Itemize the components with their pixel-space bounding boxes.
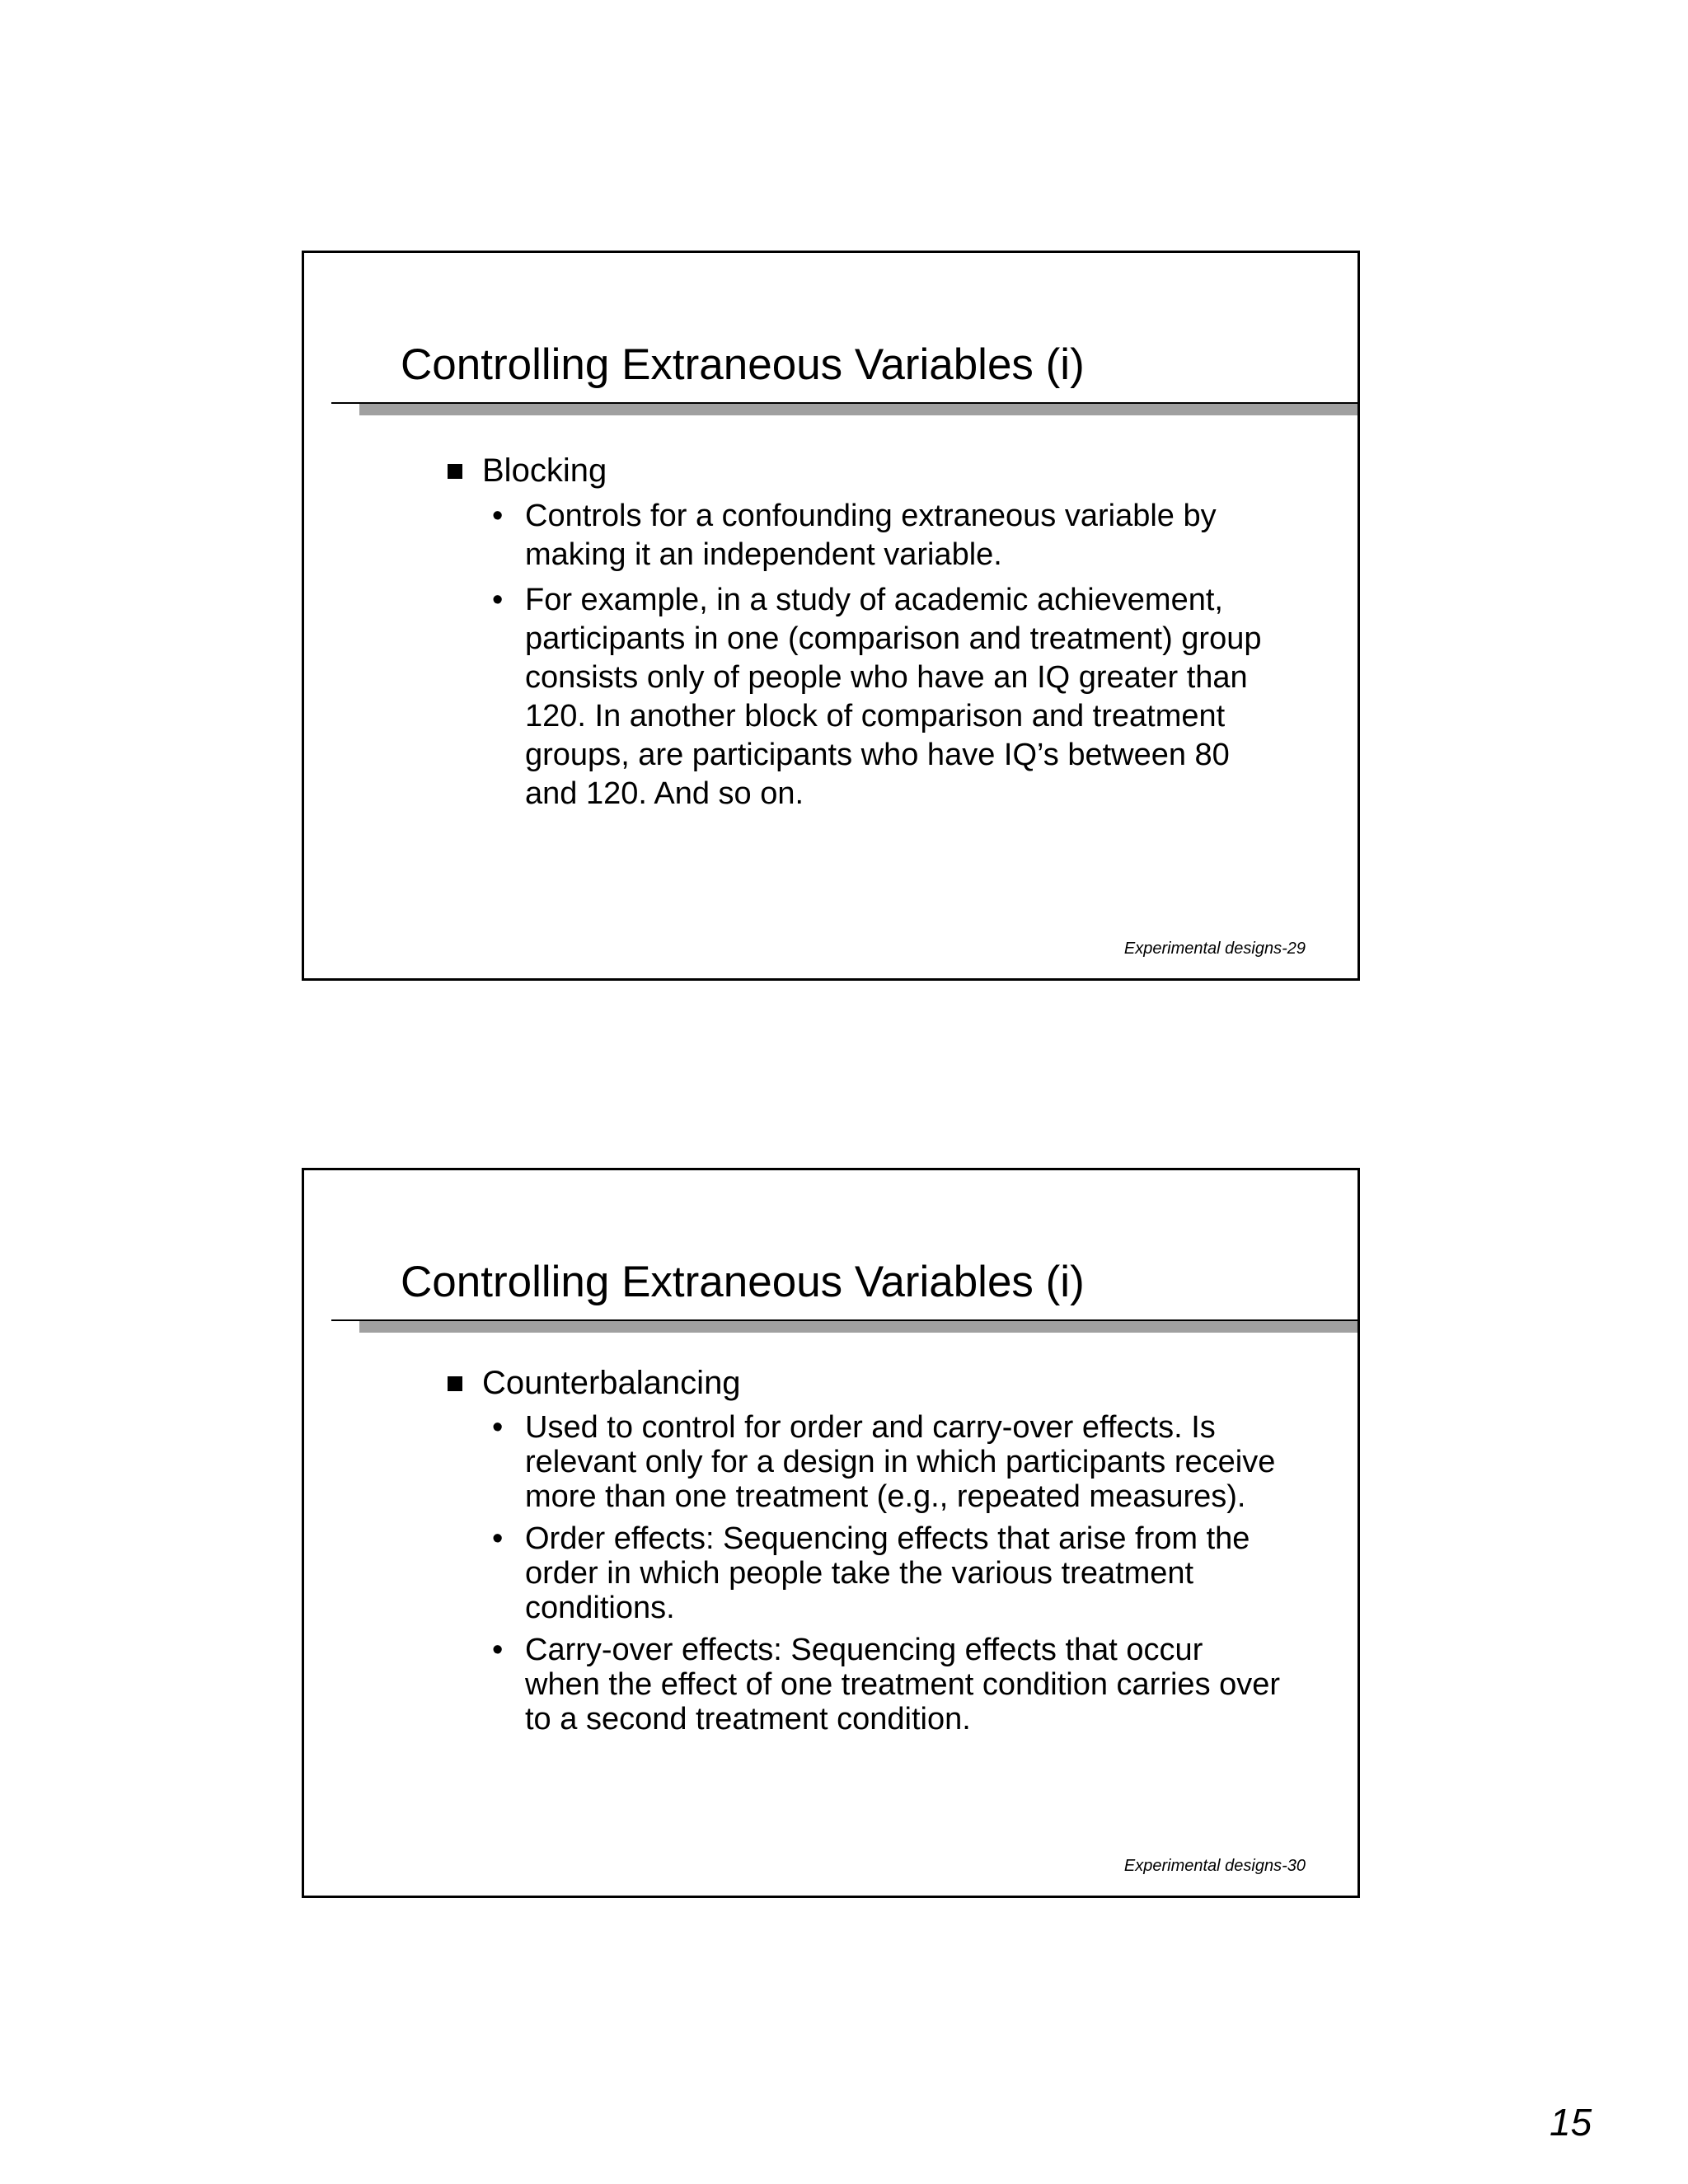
section-heading [446,451,1303,490]
slide-footer: Experimental designs-30 [1123,1857,1306,1875]
bullet-text: Controls for a confounding extraneous variable by making it an independent variable. [525,499,1217,572]
heading-text: Blocking [482,452,607,489]
dot-bullet-icon: • [492,583,504,617]
bullet-item [492,581,1283,813]
bullet-text: Used to control for order and carry-over effects. Is relevant only for a design in which participants receive more than one treatment (e.g., repeated measures). [525,1410,1276,1514]
bullet-text: For example, in a study of academic achievement, participants in one (comparison and treatment) group consists only of people who have an IQ greater than 120. In another block of comparison and treatment groups, are participants who have IQ’s between 80 and 120. And so on. [525,583,1262,811]
dot-bullet-icon: • [492,1410,504,1445]
slide-content [446,451,1303,813]
bullet-text: Order effects: Sequencing effects that arise from the order in which people take the various treatment conditions. [525,1521,1250,1625]
slide-content [446,1363,1303,1736]
bullet-item [492,1521,1283,1625]
square-bullet-icon [448,1376,462,1391]
dot-bullet-icon: • [492,1633,504,1667]
slide-title: Controlling Extraneous Variables (i) [401,1258,1085,1306]
bullet-item [492,1633,1283,1736]
slide-29 [302,251,1360,981]
dot-bullet-icon: • [492,1521,504,1556]
slide-title: Controlling Extraneous Variables (i) [401,340,1085,389]
square-bullet-icon [448,464,462,479]
title-underline-bar [359,404,1357,415]
slide-footer: Experimental designs-29 [1123,940,1306,958]
dot-bullet-icon: • [492,499,504,533]
bullet-text: Carry-over effects: Sequencing effects that occur when the effect of one treatment condition carries over to a second treatment condition. [525,1633,1281,1736]
section-heading [446,1363,1303,1403]
bullet-item [492,1410,1283,1514]
bullet-item [492,497,1283,574]
title-underline-bar [359,1321,1357,1333]
slide-30 [302,1168,1360,1898]
heading-text: Counterbalancing [482,1365,741,1401]
page-number: 15 [1550,2101,1592,2144]
